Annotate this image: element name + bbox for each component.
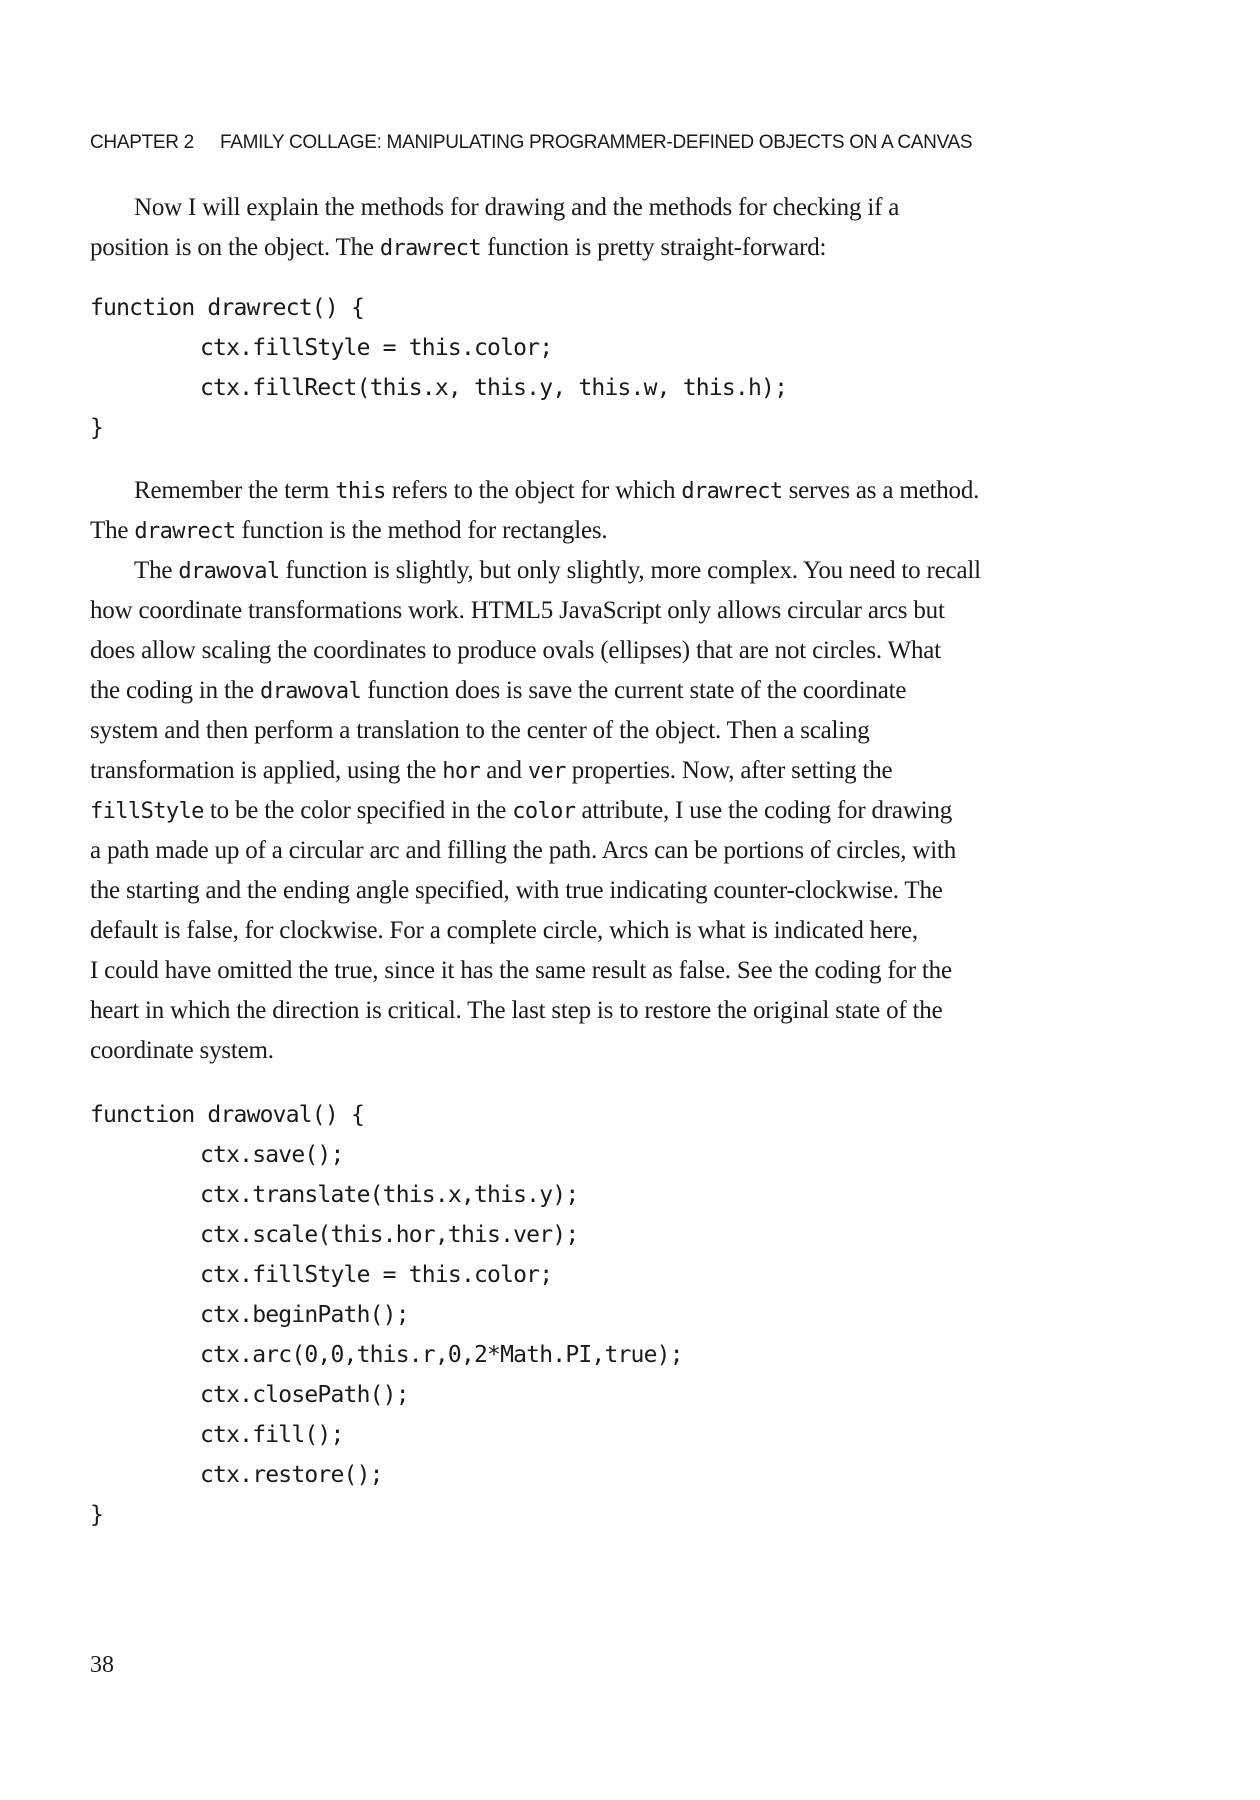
text-span: function is pretty straight-forward: [481, 234, 827, 261]
inline-code: drawoval [259, 679, 362, 704]
text-span: to be the color specified in the [203, 797, 513, 824]
paragraph-intro [90, 188, 1130, 268]
code-block-drawoval [90, 1095, 1130, 1535]
inline-code: fillStyle [90, 799, 204, 824]
code-line: ctx.scale(this.hor,this.ver); [200, 1222, 579, 1248]
text-span: Now I will explain the methods for drawing and the methods for checking if a [134, 194, 900, 221]
text-span: Remember the term [134, 477, 336, 504]
text-line [90, 188, 1130, 228]
code-line: ctx.restore(); [200, 1462, 383, 1488]
text-span: default is false, for clockwise. For a complete circle, which is what is indicated here, [90, 917, 918, 944]
text-span: how coordinate transformations work. HTML5 JavaScript only allows circular arcs but [90, 597, 945, 624]
text-line [90, 831, 1130, 871]
inline-code: color [512, 799, 576, 824]
text-span: transformation is applied, using the [90, 757, 443, 784]
running-header [90, 132, 972, 154]
text-span: position is on the object. The [90, 234, 380, 261]
text-line [90, 671, 1130, 711]
code-block-drawrect [90, 288, 1130, 448]
chapter-label: CHAPTER 2 [90, 132, 194, 153]
text-line [90, 791, 1130, 831]
inline-code: ver [527, 759, 566, 784]
text-line [90, 911, 1130, 951]
text-line [90, 951, 1130, 991]
text-span: refers to the object for which [385, 477, 682, 504]
code-line: ctx.arc(0,0,this.r,0,2*Math.PI,true); [200, 1342, 683, 1368]
chapter-title: FAMILY COLLAGE: MANIPULATING PROGRAMMER-DEFINED OBJECTS ON A CANVAS [219, 132, 973, 153]
text-line [90, 471, 1130, 511]
text-span: a path made up of a circular arc and filling the path. Arcs can be portions of circles, with [90, 837, 956, 864]
inline-code: drawoval [178, 559, 280, 584]
text-span: the starting and the ending angle specified, with true indicating counter-clockwise. The [90, 877, 943, 904]
text-line [90, 711, 1130, 751]
text-span: I could have omitted the true, since it has the same result as false. See the coding for the [90, 957, 952, 984]
text-line [90, 751, 1130, 791]
code-line: ctx.beginPath(); [200, 1302, 409, 1328]
text-span: and [480, 757, 528, 784]
text-span: attribute, I use the coding for drawing [575, 797, 953, 824]
text-line [90, 991, 1130, 1031]
text-line [90, 511, 1130, 551]
code-line: ctx.fillStyle = this.color; [200, 1262, 553, 1288]
text-line [90, 631, 1130, 671]
text-span: heart in which the direction is critical. The last step is to restore the original state of the [90, 997, 943, 1024]
text-span: function is slightly, but only slightly, more complex. You need to recall [279, 557, 981, 584]
text-span: serves as a method. [782, 477, 980, 504]
code-line: ctx.save(); [200, 1142, 344, 1168]
text-line [90, 591, 1130, 631]
text-span: function does is save the current state of the coordinate [361, 677, 907, 704]
text-span: system and then perform a translation to the center of the object. Then a scaling [90, 717, 870, 744]
inline-code: drawrect [681, 479, 783, 504]
code-line: } [90, 1502, 104, 1528]
text-span: does allow scaling the coordinates to produce ovals (ellipses) that are not circles. What [90, 637, 941, 664]
code-line: ctx.fill(); [200, 1422, 344, 1448]
text-span: properties. Now, after setting the [565, 757, 893, 784]
text-line [90, 871, 1130, 911]
inline-code: drawrect [379, 236, 482, 261]
code-line: function drawoval() { [90, 1102, 364, 1128]
text-span: the coding in the [90, 677, 260, 704]
text-line [90, 551, 1130, 591]
code-line: ctx.closePath(); [200, 1382, 409, 1408]
text-span: The [134, 557, 179, 584]
text-span: coordinate system. [90, 1037, 274, 1064]
text-span: function is the method for rectangles. [235, 517, 608, 544]
page-number: 38 [90, 1652, 114, 1678]
code-line: } [90, 415, 104, 441]
code-line: ctx.fillRect(this.x, this.y, this.w, this.h); [200, 375, 788, 401]
inline-code: drawrect [134, 519, 236, 544]
inline-code: this [335, 479, 386, 504]
inline-code: hor [442, 759, 481, 784]
text-span: The [90, 517, 135, 544]
code-line: ctx.fillStyle = this.color; [200, 335, 553, 361]
paragraph-explanation [90, 471, 1130, 1071]
text-line [90, 228, 1130, 268]
code-line: function drawrect() { [90, 295, 364, 321]
code-line: ctx.translate(this.x,this.y); [200, 1182, 579, 1208]
text-line [90, 1031, 1130, 1071]
